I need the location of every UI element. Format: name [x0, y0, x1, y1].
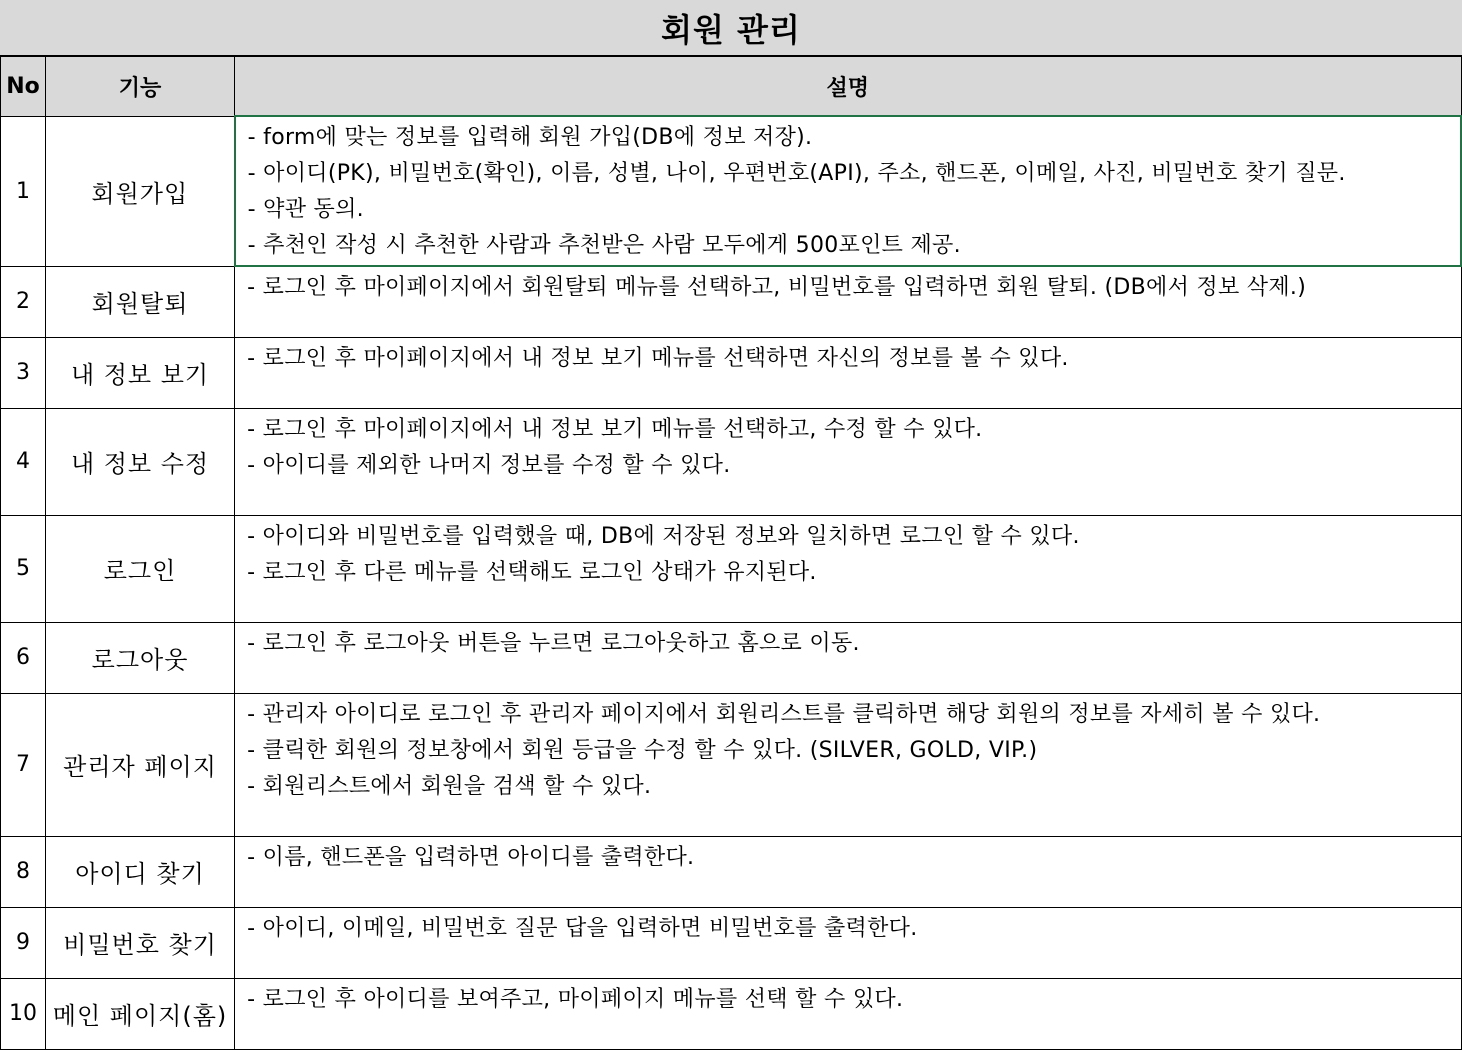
feature-cell[interactable]: 회원가입 — [45, 116, 234, 266]
header-row — [1, 57, 1462, 117]
feature-cell[interactable]: 아이디 찾기 — [45, 836, 234, 907]
feature-cell[interactable]: 비밀번호 찾기 — [45, 907, 234, 978]
feature-cell[interactable]: 로그인 — [45, 515, 234, 622]
table-row — [1, 337, 1462, 408]
row-number-cell[interactable]: 10 — [1, 978, 46, 1049]
table-row — [1, 408, 1462, 515]
feature-cell[interactable]: 회원탈퇴 — [45, 266, 234, 337]
description-line: - 추천인 작성 시 추천한 사람과 추천받은 사람 모두에게 500포인트 제공. — [247, 233, 961, 258]
row-number-cell[interactable]: 5 — [1, 515, 46, 622]
description-line: - 로그인 후 아이디를 보여주고, 마이페이지 메뉴를 선택 할 수 있다. — [247, 986, 904, 1012]
table-row — [1, 515, 1462, 622]
description-cell[interactable] — [235, 836, 1461, 907]
header-feature[interactable]: 기능 — [45, 57, 234, 117]
table-row — [1, 836, 1462, 907]
row-number-cell[interactable]: 9 — [1, 907, 46, 978]
header-no[interactable]: No — [1, 57, 46, 117]
description-cell[interactable] — [235, 515, 1461, 622]
row-number-cell[interactable]: 3 — [1, 337, 46, 408]
table-row — [1, 266, 1462, 337]
description-cell[interactable] — [235, 337, 1461, 408]
description-cell[interactable] — [235, 266, 1461, 337]
description-line: - 아이디를 제외한 나머지 정보를 수정 할 수 있다. — [247, 452, 731, 478]
sheet-title[interactable]: 회원 관리 — [0, 0, 1462, 56]
row-number-cell[interactable]: 7 — [1, 693, 46, 836]
description-line: - form에 맞는 정보를 입력해 회원 가입(DB에 정보 저장). — [247, 125, 813, 150]
description-line: - 아이디(PK), 비밀번호(확인), 이름, 성별, 나이, 우편번호(API), 주소, 핸드폰, 이메일, 사진, 비밀번호 찾기 질문. — [247, 161, 1346, 186]
feature-cell[interactable]: 내 정보 보기 — [45, 337, 234, 408]
row-number-cell[interactable]: 4 — [1, 408, 46, 515]
description-line: - 이름, 핸드폰을 입력하면 아이디를 출력한다. — [247, 844, 695, 870]
description-line: - 약관 동의. — [247, 197, 364, 222]
description-line: - 로그인 후 다른 메뉴를 선택해도 로그인 상태가 유지된다. — [247, 559, 817, 585]
row-number-cell[interactable]: 6 — [1, 622, 46, 693]
header-description[interactable]: 설명 — [235, 57, 1461, 117]
description-line: - 아이디와 비밀번호를 입력했을 때, DB에 저장된 정보와 일치하면 로그인 할 수 있다. — [247, 523, 1080, 549]
feature-cell[interactable]: 메인 페이지(홈) — [45, 978, 234, 1049]
description-line: - 클릭한 회원의 정보창에서 회원 등급을 수정 할 수 있다. (SILVER, GOLD, VIP.) — [247, 737, 1038, 763]
description-line: - 로그인 후 로그아웃 버튼을 누르면 로그아웃하고 홈으로 이동. — [247, 630, 860, 656]
description-line: - 로그인 후 마이페이지에서 내 정보 보기 메뉴를 선택하면 자신의 정보를 볼 수 있다. — [247, 345, 1069, 371]
feature-cell[interactable]: 관리자 페이지 — [45, 693, 234, 836]
row-number-cell[interactable]: 1 — [1, 116, 46, 266]
description-cell[interactable] — [235, 693, 1461, 836]
description-cell[interactable] — [235, 978, 1461, 1049]
feature-table — [0, 56, 1462, 1050]
table-row — [1, 116, 1462, 266]
table-row — [1, 693, 1462, 836]
description-cell[interactable] — [235, 116, 1461, 266]
description-line: - 회원리스트에서 회원을 검색 할 수 있다. — [247, 773, 652, 799]
description-cell[interactable] — [235, 907, 1461, 978]
feature-cell[interactable]: 로그아웃 — [45, 622, 234, 693]
description-line: - 아이디, 이메일, 비밀번호 질문 답을 입력하면 비밀번호를 출력한다. — [247, 915, 918, 941]
row-number-cell[interactable]: 2 — [1, 266, 46, 337]
description-cell[interactable] — [235, 622, 1461, 693]
row-number-cell[interactable]: 8 — [1, 836, 46, 907]
table-row — [1, 622, 1462, 693]
description-line: - 관리자 아이디로 로그인 후 관리자 페이지에서 회원리스트를 클릭하면 해당 회원의 정보를 자세히 볼 수 있다. — [247, 701, 1321, 727]
feature-cell[interactable]: 내 정보 수정 — [45, 408, 234, 515]
description-line: - 로그인 후 마이페이지에서 회원탈퇴 메뉴를 선택하고, 비밀번호를 입력하면 회원 탈퇴. (DB에서 정보 삭제.) — [247, 275, 1307, 300]
table-row — [1, 978, 1462, 1049]
description-line: - 로그인 후 마이페이지에서 내 정보 보기 메뉴를 선택하고, 수정 할 수 있다. — [247, 416, 983, 442]
table-row — [1, 907, 1462, 978]
description-cell[interactable] — [235, 408, 1461, 515]
